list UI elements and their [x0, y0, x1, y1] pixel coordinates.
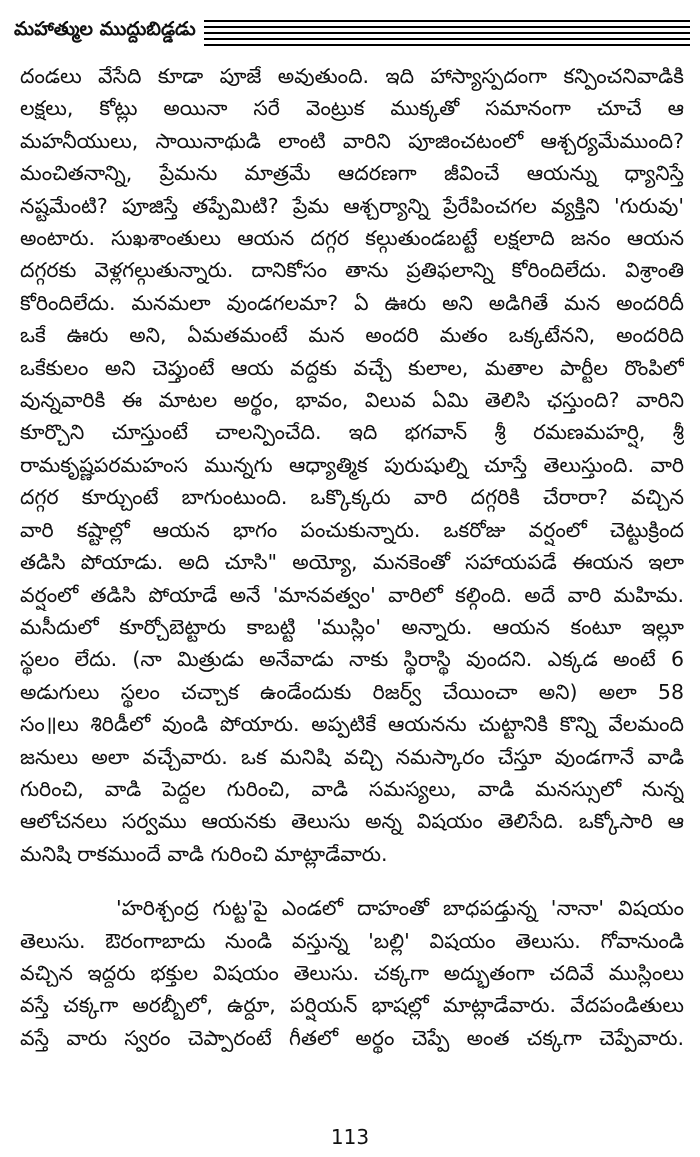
- text-line: దగ్గరకు వెళ్లగల్గుతున్నారు. దానికోసం తాను ప్రతిఫలాన్ని కోరిందిలేదు. విశ్రాంతి: [20, 258, 684, 283]
- paragraph-1: [20, 60, 684, 870]
- text-line: 'హరిశ్చంద్ర గుట్ట'పై ఎండలో దాహంతో బాధపడ్తున్న 'నానా' విషయం: [116, 896, 684, 921]
- text-line: వర్షంలో తడిసి పోయాడే అనే 'మానవత్వం' వారిలో కల్గింది. అదే వారి మహిమ.: [20, 582, 684, 607]
- text-line: వున్నవారికి ఈ మాటల అర్థం, భావం, విలువ ఏమి తెలిసి ఛస్తుంది? వారిని: [20, 388, 684, 413]
- header-rule: [204, 44, 690, 46]
- text-line: గురించి, వాడి పెద్దల గురించి, వాడి సమస్యలు, వాడి మనస్సులో నున్న: [20, 776, 684, 801]
- text-line: జనులు అలా వచ్చేవారు. ఒక మనిషి వచ్చి నమస్కారం చేస్తూ వుండగానే వాడి: [20, 744, 684, 769]
- text-line: దండలు వేసేది కూడా పూజే అవుతుంది. ఇది హాస్యాస్పదంగా కన్పించనివాడికి: [20, 64, 684, 88]
- body-text: [20, 60, 684, 1054]
- text-line: మంచితనాన్ని, ప్రేమను మాత్రమే ఆదరణగా జీవించే ఆయన్ను ధ్యానిస్తే: [20, 161, 684, 186]
- text-line: తెలుసు. ఔరంగాబాదు నుండి వస్తున్న 'బల్లి' విషయం తెలుసు. గోవానుండి: [20, 928, 684, 953]
- text-line: వచ్చిన ఇద్దరు భక్తుల విషయం తెలుసు. చక్కగా అద్భుతంగా చదివే ముస్లింలు: [20, 960, 684, 985]
- text-line: అంటారు. సుఖశాంతులు ఆయన దగ్గర కల్గుతుండబట్టే లక్షలాది జనం ఆయన: [20, 226, 684, 251]
- header-rule: [204, 26, 690, 28]
- text-line: అడుగులు స్థలం చచ్చాక ఉండేందుకు రిజర్వ్ చేయించా అని) అలా 58: [20, 679, 684, 704]
- text-line: మసీదులో కూర్చోబెట్టారు కాబట్టి 'ముస్లిం' అన్నారు. ఆయన కంటూ ఇల్లూ: [20, 614, 684, 639]
- text-line: నష్టమేంటి? పూజిస్తే తప్పేమిటి? ప్రేమ ఆశ్చర్యాన్ని ప్రేరేపించగల వ్యక్తిని 'గురువు': [20, 193, 684, 218]
- page-header: [14, 14, 690, 54]
- text-line: వారి కష్టాల్లో ఆయన భాగం పంచుకున్నారు. ఒకరోజు వర్షంలో చెట్టుక్రింద: [20, 517, 684, 542]
- text-line: కోరిందిలేదు. మనమలా వుండగలమా? ఏ ఊరు అని అడిగితే మన అందరిదీ: [20, 290, 684, 315]
- header-rule: [204, 20, 690, 22]
- text-line: ఆలోచనలు సర్వము ఆయనకు తెలుసు అన్న విషయం తెలిసేది. ఒక్కోసారి ఆ: [20, 809, 684, 834]
- text-line: తడిసి పోయాడు. అది చూసి" అయ్యో, మనకెంతో సహాయపడే ఈయన ఇలా: [20, 550, 684, 575]
- page-number: 113: [330, 1125, 370, 1149]
- text-line: లక్షలు, కోట్లు అయినా సరే వెంట్రుక ముక్కతో సమానంగా చూచే ఆ: [20, 96, 684, 121]
- text-line: కూర్చొని చూస్తుంటే చాలన్పించేది. ఇది భగవాన్ శ్రీ రమణమహర్షి, శ్రీ: [20, 420, 684, 445]
- text-line: స్థలం లేదు. (నా మిత్రుడు అనేవాడు నాకు స్థిరాస్థి వుందని. ఎక్కడ అంటే 6: [20, 647, 684, 672]
- text-line: దగ్గర కూర్చుంటే బాగుంటుంది. ఒక్కొక్కరు వారి దగ్గరికి చేరారా? వచ్చిన: [20, 485, 684, 510]
- header-rule: [204, 32, 690, 34]
- running-title: మహాత్ముల ముద్దుబిడ్డడు: [14, 18, 196, 40]
- paragraph-gap: [20, 870, 684, 892]
- text-line: సం॥లు శిరిడీలో వుండి పోయారు. అప్పటికే ఆయనను చుట్టానికి కొన్ని వేలమంది: [20, 712, 684, 737]
- text-line: ఒకేకులం అని చెప్తుంటే ఆయ వద్దకు వచ్చే కులాల, మతాల పార్టీల రొంపిలో: [20, 355, 684, 380]
- paragraph-2: [20, 892, 684, 1054]
- header-rule: [204, 38, 690, 40]
- header-rules: [204, 14, 690, 50]
- text-line: వస్తే వారు స్వరం చెప్పారంటే గీతలో అర్థం చెప్పే అంత చక్కగా చెప్పేవారు.: [20, 1025, 684, 1050]
- text-line: మహనీయులు, సాయినాథుడి లాంటి వారిని పూజించటంలో ఆశ్చర్యమేముంది?: [20, 128, 684, 153]
- text-line: ఒకే ఊరు అని, ఏమతమంటే మన అందరి మతం ఒక్కటేనని, అందరిది: [20, 323, 684, 348]
- text-line: మనిషి రాకముందే వాడి గురించి మాట్లాడేవారు.: [20, 841, 388, 866]
- text-line: వస్తే చక్కగా అరబ్బీలో, ఉర్దూ, పర్షియన్ భాషల్లో మాట్లాడేవారు. వేదపండితులు: [20, 993, 684, 1018]
- text-line: రామకృష్ణపరమహంస మున్నగు ఆధ్యాత్మిక పురుషుల్ని చూస్తే తెలుస్తుంది. వారి: [20, 452, 684, 477]
